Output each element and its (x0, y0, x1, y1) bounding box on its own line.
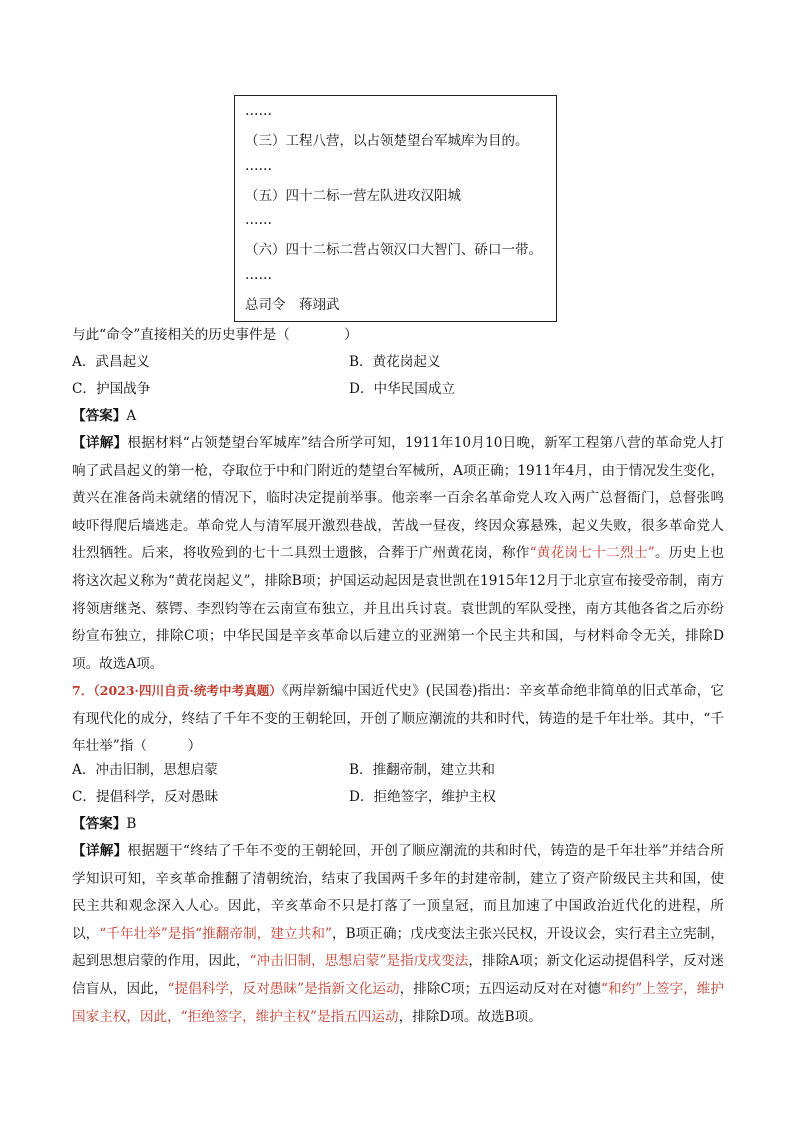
q6-option-c: C．护国战争 (72, 381, 151, 397)
explain-label: 【详解】 (72, 435, 128, 451)
explain-text: 。历史上也将这次起义称为“黄花岗起义”，排除B项；护国运动起因是袁世凯在1915年12月于北京宣布接受帝制，南方将领唐继尧、蔡锷、李烈钧等在云南宣布独立，并且出兵讨袁。袁世凯的军队受挫，南方其他各省之后亦纷纷宣布独立，排除C项；中华民国是辛亥革命以后建立的亚洲第一个民主共和国，与材料命令无关，排除D项。故选A项。 (72, 545, 725, 672)
answer-value: A (126, 408, 137, 424)
q6-explanation (72, 430, 724, 678)
explain-highlight: “黄花岗七十二烈士” (529, 545, 655, 562)
ellipsis-line: …… (245, 266, 272, 283)
explain-highlight: “提倡科学，反对愚昧”是指新文化运动 (167, 980, 400, 997)
q6-stem: 与此“命令”直接相关的历史事件是（ ） (72, 327, 358, 343)
q6-option-b: B．黄花岗起义 (349, 354, 441, 370)
q7-option-d: D．拒绝签字，维护主权 (349, 789, 496, 805)
explain-label: 【详解】 (72, 843, 128, 859)
q6-answer (72, 403, 136, 429)
explain-highlight: “和约”上签字，维护国家主权，因此，“拒绝签字，维护主权”是指五四运动 (72, 980, 724, 1025)
ellipsis-line: …… (245, 212, 272, 228)
q7-option-c: C．提倡科学，反对愚昧 (72, 789, 219, 805)
command-line-5: （五）四十二标一营左队进攻汉阳城 (245, 187, 461, 204)
explain-highlight: “冲击旧制，思想启蒙”是指戊戌变法 (249, 953, 469, 970)
explain-text: 根据题干“终结了千年不变的王朝轮回，开创了顺应潮流的共和时代，铸造的是千年壮举”并结合所学知识可知，辛亥革命推翻了清朝统治，结束了我国两千多年的封建帝制，建立了资产阶级民主共和国，使民主共和观念深入人心。因此，辛亥革命不只是打落了一顶皇冠，而且加速了中国政治近代化的进程，所以， (72, 843, 724, 942)
explain-text: 根据材料“占领楚望台军城库”结合所学可知，1911年10月10日晚，新军工程第八营的革命党人打响了武昌起义的第一枪，夺取位于中和门附近的楚望台军械所，A项正确；1911年4月，由于情况发生变化，黄兴在准备尚未就绪的情况下，临时决定提前举事。他亲率一百余名革命党人攻入两广总督衙门，总督张鸣岐吓得爬后墙逃走。革命党人与清军展开激烈巷战，苦战一昼夜，终因众寡悬殊，起义失败，很多革命党人壮烈牺牲。后来，将收殓到的七十二具烈士遗骸，合葬于广州黄花岗，称作 (72, 435, 724, 562)
explain-text: ，排除A项；新文化运动提倡科学，反对迷信盲从，因此， (72, 953, 725, 997)
ellipsis-line: …… (245, 103, 272, 119)
explain-text: ，排除D项。故选B项。 (398, 1008, 542, 1025)
question-source: （2023·四川自贡·统考中考真题） (93, 683, 283, 698)
command-line-3: （三）工程八营，以占领楚望台军城库为目的。 (245, 133, 529, 149)
answer-value: B (126, 816, 137, 832)
ellipsis-line: …… (245, 157, 272, 174)
q7-answer (72, 811, 136, 837)
q7-stem (72, 677, 724, 761)
explain-text: ，B项正确；戊戌变法主张兴民权，开设议会，实行君主立宪制，起到思想启蒙的作用，因此， (72, 925, 724, 970)
question-text: 《两岸新编中国近代史》(民国卷)指出：辛亥革命绝非简单的旧式革命，它有现代化的成分，终结了千年不变的王朝轮回，开创了顺应潮流的共和时代，铸造的是千年壮举。其中，“千年壮举”指（ ） (72, 683, 725, 755)
explain-highlight: “千年壮举”是指“推翻帝制，建立共和” (99, 925, 332, 942)
command-signature: 总司令 蒋翊武 (245, 296, 340, 313)
question-number: 7． (72, 683, 94, 698)
q6-option-d: D．中华民国成立 (349, 381, 456, 397)
q7-option-b: B．推翻帝制，建立共和 (349, 762, 495, 778)
command-document-box (234, 95, 557, 322)
q6-option-a: A．武昌起义 (72, 354, 150, 370)
command-line-6: （六）四十二标二营占领汉口大智门、硚口一带。 (245, 242, 542, 258)
answer-label: 【答案】 (72, 408, 127, 424)
q7-explanation (72, 838, 724, 1031)
explain-text: ，排除C项；五四运动反对在对德 (399, 980, 601, 997)
q7-option-a: A．冲击旧制，思想启蒙 (72, 762, 218, 778)
answer-label: 【答案】 (72, 816, 127, 832)
